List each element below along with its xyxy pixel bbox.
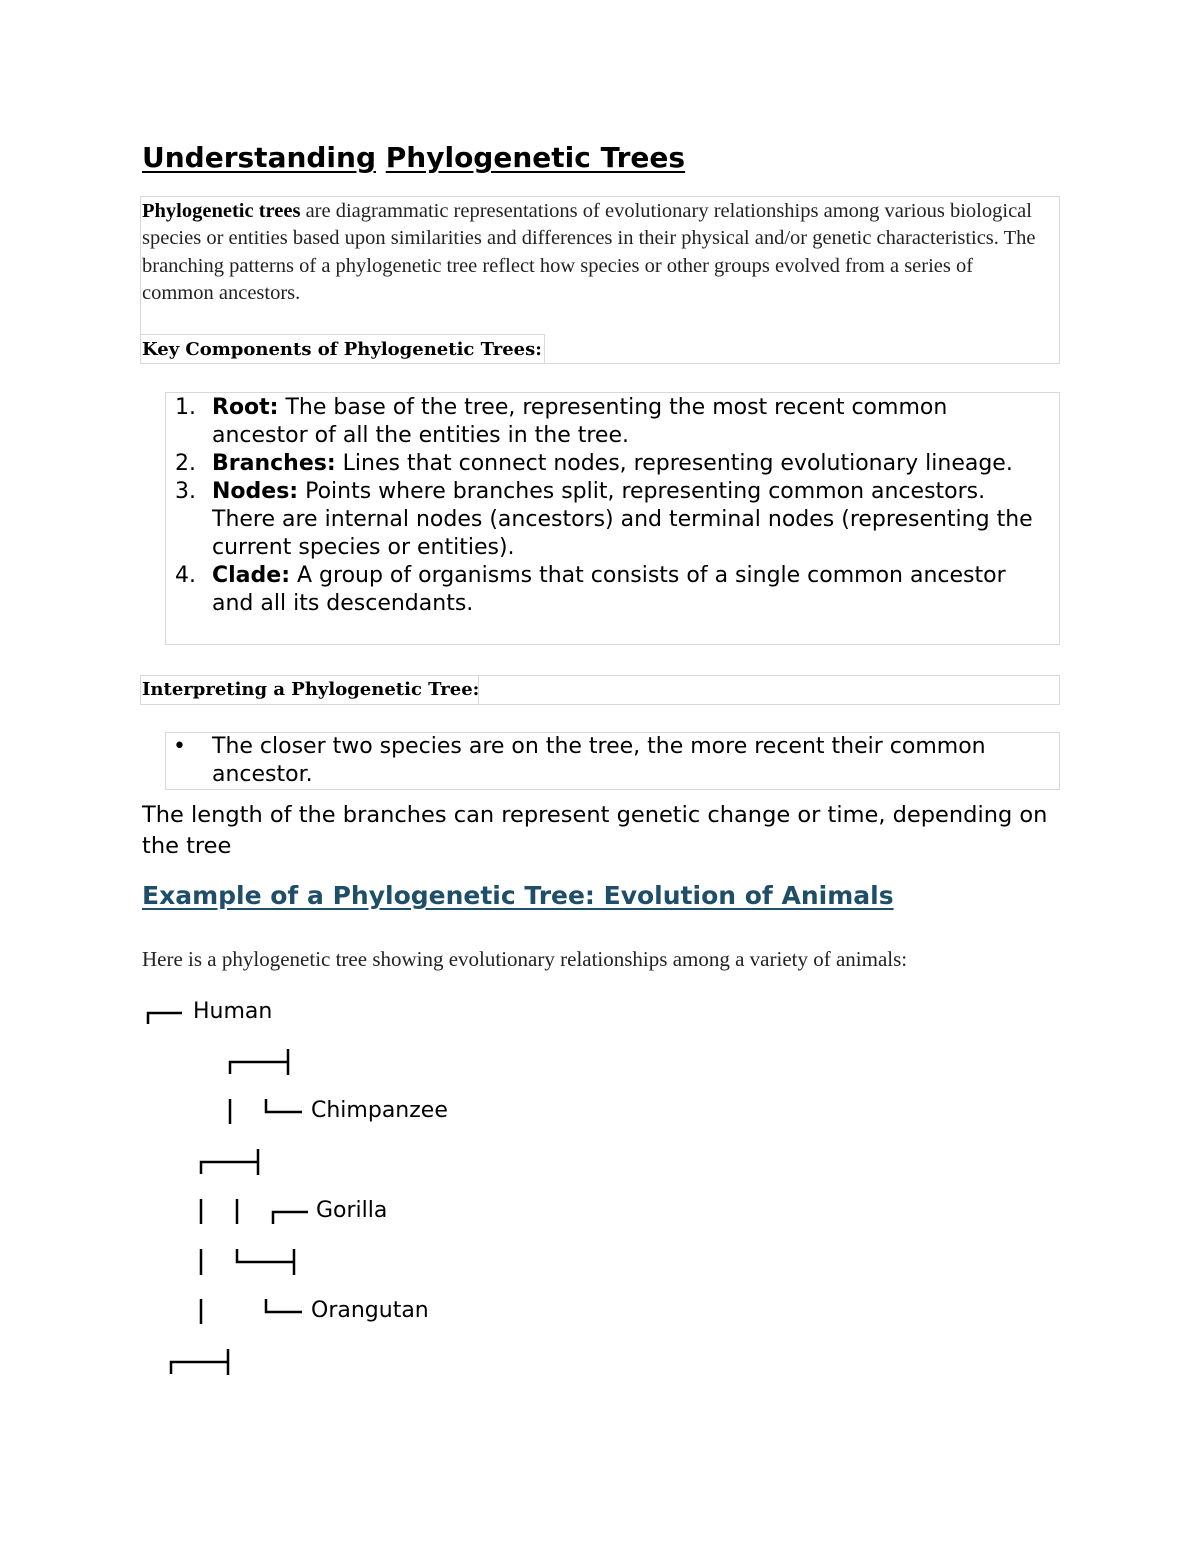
intro-text: are diagrammatic representations of evolutionary relationships among various biological species or entities based upon similarities and differences in their physical and/or genetic characteristics. The branching patterns of a phylogenetic tree reflect how species or other groups evolved from a series of common ancestors. [142,200,1036,304]
list-term: Branches: [212,451,336,476]
example-intro: Here is a phylogenetic tree showing evolutionary relationships among a variety of animals: [142,947,908,971]
taxon-human: Human [193,999,273,1024]
interpreting-heading: Interpreting a Phylogenetic Tree: [142,679,480,700]
tree-branch-orangutan [266,1299,302,1312]
list-number: 1. [175,395,196,420]
list-text: A group of organisms that consists of a single common ancestor and all its descendants. [212,563,1006,616]
intro-term: Phylogenetic trees [142,200,301,222]
list-number: 4. [175,563,196,588]
title-phylogenetic-trees: Phylogenetic Trees [385,141,686,174]
tree-node-3 [237,1249,294,1275]
list-term: Nodes: [212,479,299,504]
list-text: The base of the tree, representing the most recent common ancestor of all the entities in the tree. [212,395,948,448]
tree-branch-chimpanzee [266,1099,302,1112]
list-number: 3. [175,479,196,504]
list-term: Root: [212,395,279,420]
branch-length-note: The length of the branches can represent genetic change or time, depending on the tree [142,802,1048,859]
tree-node-2 [201,1149,258,1175]
list-number: 2. [175,451,196,476]
title-word-understanding: Understanding [142,141,377,174]
key-components-heading: Key Components of Phylogenetic Trees: [142,339,542,360]
example-heading: Example of a Phylogenetic Tree: Evolution of Animals [142,881,894,910]
list-text: Points where branches split, representing common ancestors. There are internal nodes (ancestors) and terminal nodes (representing the current species or entities). [212,479,1033,560]
list-text: Lines that connect nodes, representing evolutionary lineage. [335,451,1013,476]
tree-branch-gorilla [273,1212,308,1224]
tree-node-1 [230,1049,288,1075]
bullet-icon: • [173,734,186,759]
taxon-orangutan: Orangutan [311,1298,429,1323]
taxon-gorilla: Gorilla [316,1198,388,1223]
tree-branch-human [148,1013,182,1024]
tree-node-root [171,1349,228,1375]
taxon-chimpanzee: Chimpanzee [311,1098,448,1123]
list-text: The closer two species are on the tree, the more recent their common ancestor. [212,734,986,787]
list-term: Clade: [212,563,290,588]
